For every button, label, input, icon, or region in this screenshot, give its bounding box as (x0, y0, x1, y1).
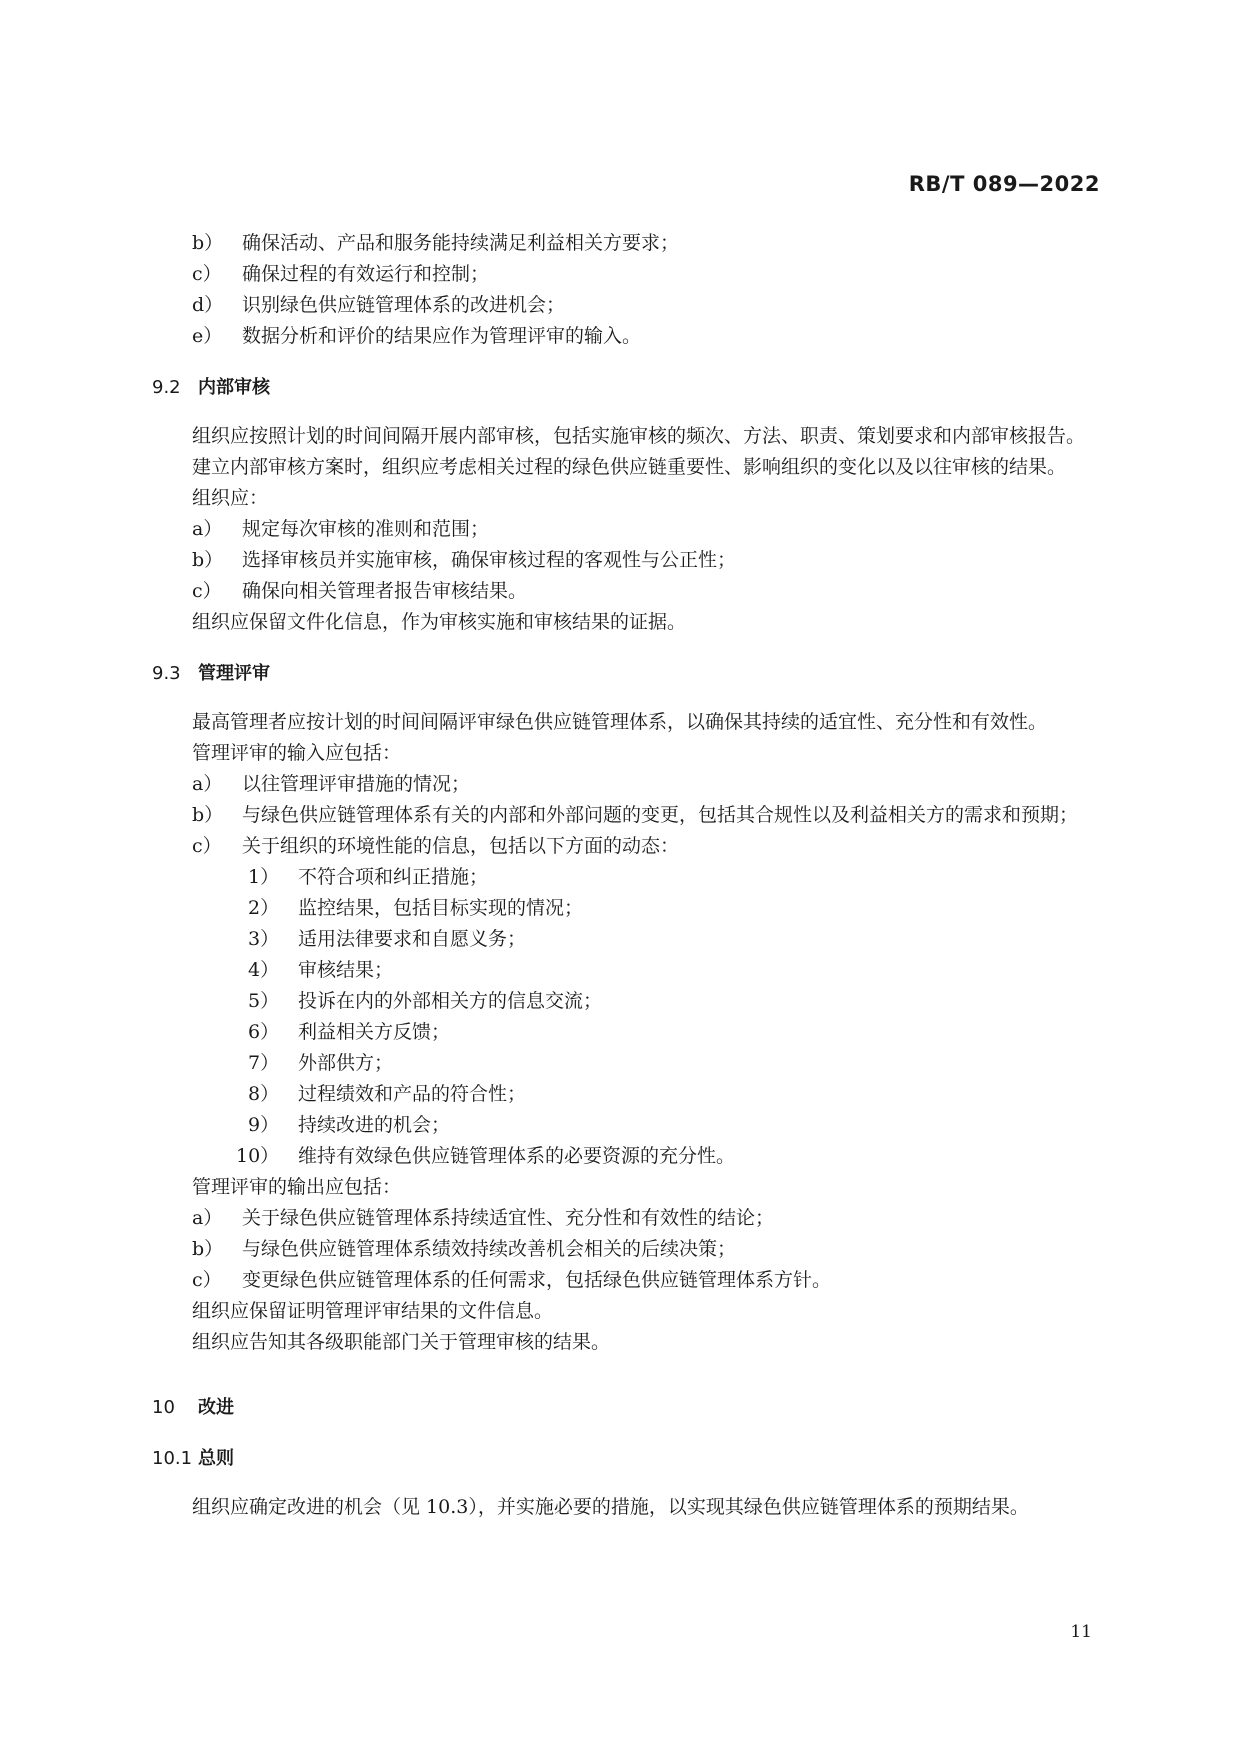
list-item: 5） 投诉在内的外部相关方的信息交流； (248, 990, 603, 1012)
section-heading-10: 10 改进 (152, 1397, 234, 1418)
paragraph: 组织应保留文件化信息，作为审核实施和审核结果的证据。 (192, 611, 687, 633)
list-item: c） 确保过程的有效运行和控制； (192, 263, 490, 285)
sub-list (152, 862, 1112, 1172)
list-item: 1） 不符合项和纠正措施； (248, 866, 489, 888)
paragraph: 建立内部审核方案时，组织应考虑相关过程的绿色供应链重要性、影响组织的变化以及以往审核的结果。 (192, 456, 1067, 478)
section-heading-10-1: 10.1 总则 (152, 1448, 234, 1469)
list-item: 6） 利益相关方反馈； (248, 1021, 451, 1043)
list-item: b） 选择审核员并实施审核，确保审核过程的客观性与公正性； (192, 549, 737, 571)
paragraph: 组织应保留证明管理评审结果的文件信息。 (192, 1300, 554, 1322)
list-item: 7） 外部供方； (248, 1052, 394, 1074)
list-item: a） 关于绿色供应链管理体系持续适宜性、充分性和有效性的结论； (192, 1207, 775, 1229)
list-item: 9） 持续改进的机会； (248, 1114, 451, 1136)
list-item: 10） 维持有效绿色供应链管理体系的必要资源的充分性。 (236, 1145, 736, 1167)
section-heading-9-2: 9.2 内部审核 (152, 377, 270, 398)
list-item: b） 与绿色供应链管理体系有关的内部和外部问题的变更，包括其合规性以及利益相关方的需求和预期； (192, 804, 1079, 826)
list-item: 4） 审核结果； (248, 959, 394, 981)
paragraph: 组织应告知其各级职能部门关于管理审核的结果。 (192, 1331, 611, 1353)
list-item: c） 关于组织的环境性能的信息，包括以下方面的动态： (192, 835, 680, 857)
list-item: d） 识别绿色供应链管理体系的改进机会； (192, 294, 566, 316)
section-heading-9-3: 9.3 管理评审 (152, 663, 270, 684)
paragraph: 组织应确定改进的机会（见 10.3），并实施必要的措施，以实现其绿色供应链管理体系的预期结果。 (192, 1496, 1029, 1518)
list-item: b） 与绿色供应链管理体系绩效持续改善机会相关的后续决策； (192, 1238, 737, 1260)
page-number: 11 (1070, 1622, 1092, 1642)
list-item: c） 确保向相关管理者报告审核结果。 (192, 580, 528, 602)
list-item: b） 确保活动、产品和服务能持续满足利益相关方要求； (192, 232, 680, 254)
doc-code-header: RB/T 089—2022 (908, 172, 1100, 196)
list-item: e） 数据分析和评价的结果应作为管理评审的输入。 (192, 325, 642, 347)
list-item: a） 以往管理评审措施的情况； (192, 773, 471, 795)
page-content (152, 228, 1112, 1523)
paragraph: 组织应按照计划的时间间隔开展内部审核，包括实施审核的频次、方法、职责、策划要求和内部审核报告。 (192, 425, 1086, 447)
list-item: c） 变更绿色供应链管理体系的任何需求，包括绿色供应链管理体系方针。 (192, 1269, 832, 1291)
list-item: 2） 监控结果，包括目标实现的情况； (248, 897, 584, 919)
paragraph: 组织应： (192, 487, 269, 509)
list-top (152, 228, 1112, 352)
list-item: 3） 适用法律要求和自愿义务； (248, 928, 527, 950)
list-item: a） 规定每次审核的准则和范围； (192, 518, 490, 540)
paragraph: 管理评审的输出应包括： (192, 1176, 402, 1198)
paragraph: 管理评审的输入应包括： (192, 742, 402, 764)
list-item: 8） 过程绩效和产品的符合性； (248, 1083, 527, 1105)
paragraph: 最高管理者应按计划的时间间隔评审绿色供应链管理体系，以确保其持续的适宜性、充分性和有效性。 (192, 711, 1048, 733)
